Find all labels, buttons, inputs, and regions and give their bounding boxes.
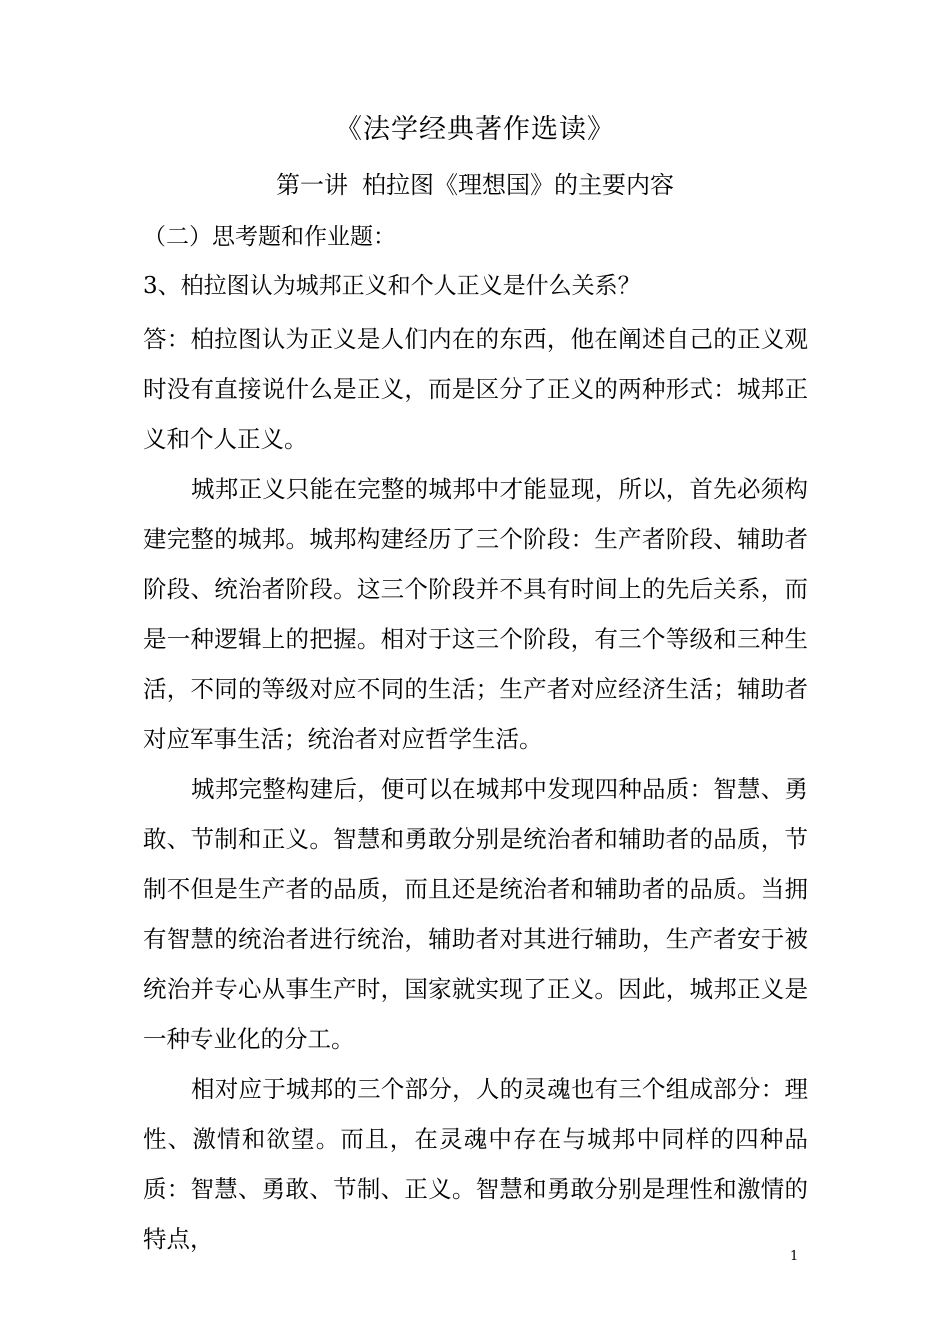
lecture-topic: 柏拉图《理想国》的主要内容 [362,171,674,199]
question-text: 3、柏拉图认为城邦正义和个人正义是什么关系？ [143,273,641,299]
body-paragraph: 相对应于城邦的三个部分，人的灵魂也有三个组成部分：理性、激情和欲望。而且，在灵魂中存在与城邦中同样的四种品质：智慧、勇敢、节制、正义。智慧和勇敢分别是理性和激情的特点， [143,1075,808,1253]
page-number: 1 [790,1249,799,1264]
lecture-number: 第一讲 [276,171,348,199]
answer-body [143,314,808,1264]
section-heading: （二）思考题和作业题： [143,224,396,250]
lecture-subtitle [0,165,950,205]
body-paragraph: 城邦正义只能在完整的城邦中才能显现，所以，首先必须构建完整的城邦。城邦构建经历了三个阶段：生产者阶段、辅助者阶段、统治者阶段。这三个阶段并不具有时间上的先后关系，而是一种逻辑上的把握。相对于这三个阶段，有三个等级和三种生活，不同的等级对应不同的生活；生产者对应经济生活；辅助者对应军事生活；统治者对应哲学生活。 [143,475,808,753]
body-paragraph: 城邦完整构建后，便可以在城邦中发现四种品质：智慧、勇敢、节制和正义。智慧和勇敢分别是统治者和辅助者的品质，节制不但是生产者的品质，而且还是统治者和辅助者的品质。当拥有智慧的统治者进行统治，辅助者对其进行辅助，生产者安于被统治并专心从事生产时，国家就实现了正义。因此，城邦正义是一种专业化的分工。 [143,775,808,1053]
answer-paragraph: 答：柏拉图认为正义是人们内在的东西，他在阐述自己的正义观时没有直接说什么是正义，而是区分了正义的两种形式：城邦正义和个人正义。 [143,325,808,453]
document-title: 《法学经典著作选读》 [335,114,615,145]
